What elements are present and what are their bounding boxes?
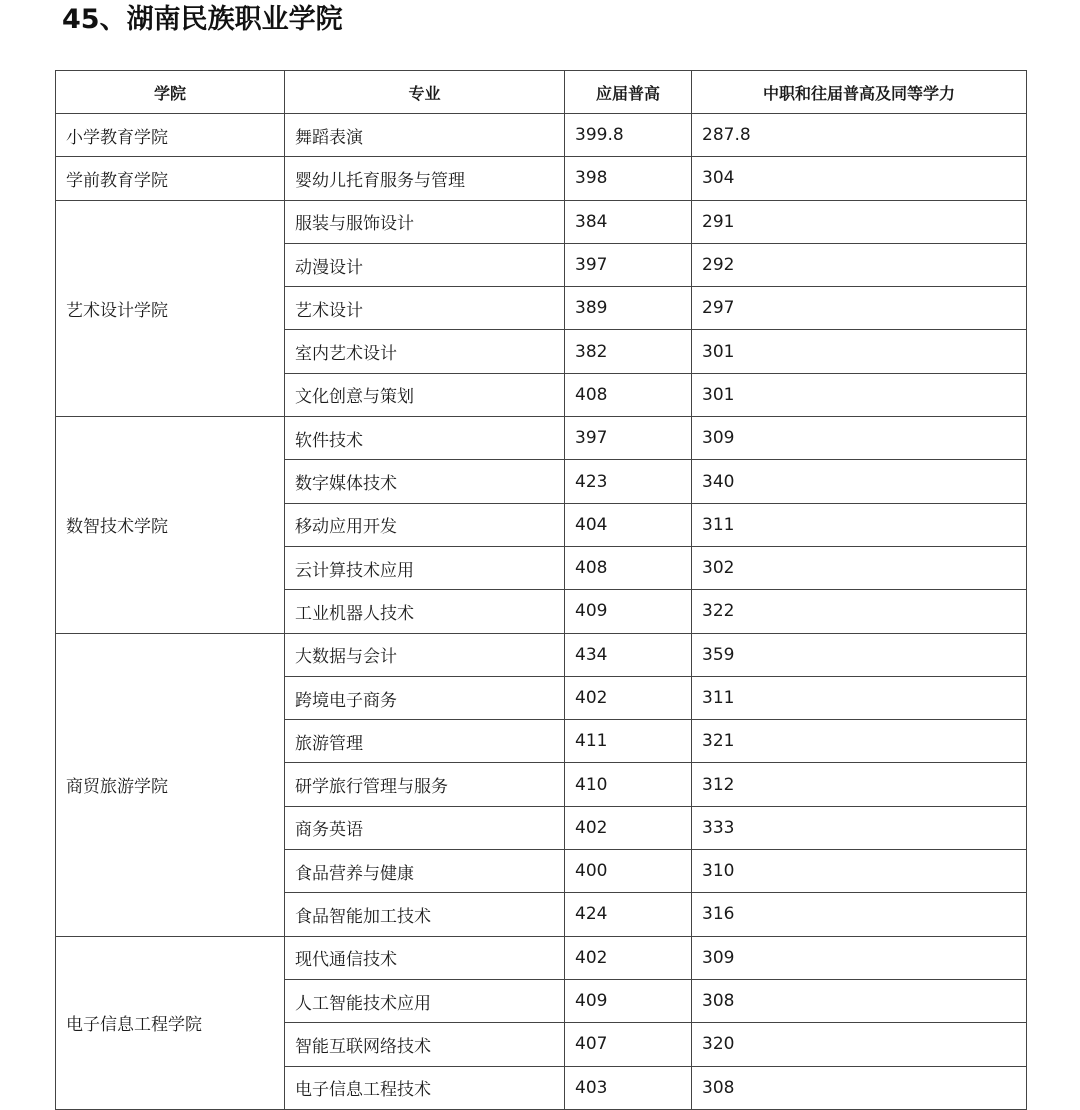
fresh-score-cell: 402	[565, 676, 692, 719]
table-row	[56, 157, 1027, 200]
college-cell: 电子信息工程学院	[56, 936, 285, 1109]
other-score-cell: 321	[692, 720, 1027, 763]
major-cell: 大数据与会计	[285, 633, 565, 676]
major-cell: 食品营养与健康	[285, 850, 565, 893]
fresh-score-cell: 397	[565, 417, 692, 460]
table-row	[56, 114, 1027, 157]
fresh-score-cell: 402	[565, 936, 692, 979]
major-cell: 智能互联网络技术	[285, 1023, 565, 1066]
major-cell: 旅游管理	[285, 720, 565, 763]
major-cell: 动漫设计	[285, 243, 565, 286]
table-body	[56, 114, 1027, 1110]
fresh-score-cell: 400	[565, 850, 692, 893]
other-score-cell: 359	[692, 633, 1027, 676]
major-cell: 人工智能技术应用	[285, 979, 565, 1022]
major-cell: 文化创意与策划	[285, 373, 565, 416]
other-score-cell: 301	[692, 330, 1027, 373]
other-score-cell: 301	[692, 373, 1027, 416]
major-cell: 服装与服饰设计	[285, 200, 565, 243]
admission-score-table	[55, 70, 1027, 1110]
other-score-cell: 312	[692, 763, 1027, 806]
other-score-cell: 292	[692, 243, 1027, 286]
other-score-cell: 302	[692, 546, 1027, 589]
fresh-score-cell: 397	[565, 243, 692, 286]
other-score-cell: 297	[692, 287, 1027, 330]
fresh-score-cell: 384	[565, 200, 692, 243]
major-cell: 室内艺术设计	[285, 330, 565, 373]
fresh-score-cell: 424	[565, 893, 692, 936]
fresh-score-cell: 408	[565, 546, 692, 589]
table-row	[56, 633, 1027, 676]
major-cell: 跨境电子商务	[285, 676, 565, 719]
fresh-score-cell: 407	[565, 1023, 692, 1066]
major-cell: 软件技术	[285, 417, 565, 460]
other-score-cell: 309	[692, 936, 1027, 979]
other-score-cell: 309	[692, 417, 1027, 460]
other-score-cell: 304	[692, 157, 1027, 200]
fresh-score-cell: 409	[565, 979, 692, 1022]
major-cell: 现代通信技术	[285, 936, 565, 979]
major-cell: 艺术设计	[285, 287, 565, 330]
fresh-score-cell: 409	[565, 590, 692, 633]
fresh-score-cell: 434	[565, 633, 692, 676]
fresh-score-cell: 398	[565, 157, 692, 200]
fresh-score-cell: 411	[565, 720, 692, 763]
major-cell: 舞蹈表演	[285, 114, 565, 157]
header-college: 学院	[56, 71, 285, 114]
college-cell: 艺术设计学院	[56, 200, 285, 416]
major-cell: 数字媒体技术	[285, 460, 565, 503]
major-cell: 商务英语	[285, 806, 565, 849]
college-cell: 商贸旅游学院	[56, 633, 285, 936]
document-title: 45、湖南民族职业学院	[62, 4, 343, 35]
header-major: 专业	[285, 71, 565, 114]
other-score-cell: 310	[692, 850, 1027, 893]
college-cell: 数智技术学院	[56, 417, 285, 633]
other-score-cell: 308	[692, 1066, 1027, 1109]
other-score-cell: 311	[692, 503, 1027, 546]
fresh-score-cell: 402	[565, 806, 692, 849]
other-score-cell: 308	[692, 979, 1027, 1022]
table-row	[56, 936, 1027, 979]
table-row	[56, 200, 1027, 243]
other-score-cell: 291	[692, 200, 1027, 243]
fresh-score-cell: 408	[565, 373, 692, 416]
table-header-row	[56, 71, 1027, 114]
header-vocational-and-other: 中职和往届普高及同等学力	[692, 71, 1027, 114]
other-score-cell: 322	[692, 590, 1027, 633]
major-cell: 食品智能加工技术	[285, 893, 565, 936]
fresh-score-cell: 382	[565, 330, 692, 373]
fresh-score-cell: 399.8	[565, 114, 692, 157]
college-cell: 小学教育学院	[56, 114, 285, 157]
major-cell: 云计算技术应用	[285, 546, 565, 589]
major-cell: 工业机器人技术	[285, 590, 565, 633]
fresh-score-cell: 403	[565, 1066, 692, 1109]
fresh-score-cell: 410	[565, 763, 692, 806]
major-cell: 电子信息工程技术	[285, 1066, 565, 1109]
fresh-score-cell: 389	[565, 287, 692, 330]
fresh-score-cell: 423	[565, 460, 692, 503]
other-score-cell: 311	[692, 676, 1027, 719]
other-score-cell: 316	[692, 893, 1027, 936]
other-score-cell: 287.8	[692, 114, 1027, 157]
other-score-cell: 333	[692, 806, 1027, 849]
major-cell: 研学旅行管理与服务	[285, 763, 565, 806]
major-cell: 婴幼儿托育服务与管理	[285, 157, 565, 200]
header-fresh-graduate: 应届普高	[565, 71, 692, 114]
college-cell: 学前教育学院	[56, 157, 285, 200]
table-row	[56, 417, 1027, 460]
other-score-cell: 340	[692, 460, 1027, 503]
fresh-score-cell: 404	[565, 503, 692, 546]
major-cell: 移动应用开发	[285, 503, 565, 546]
other-score-cell: 320	[692, 1023, 1027, 1066]
